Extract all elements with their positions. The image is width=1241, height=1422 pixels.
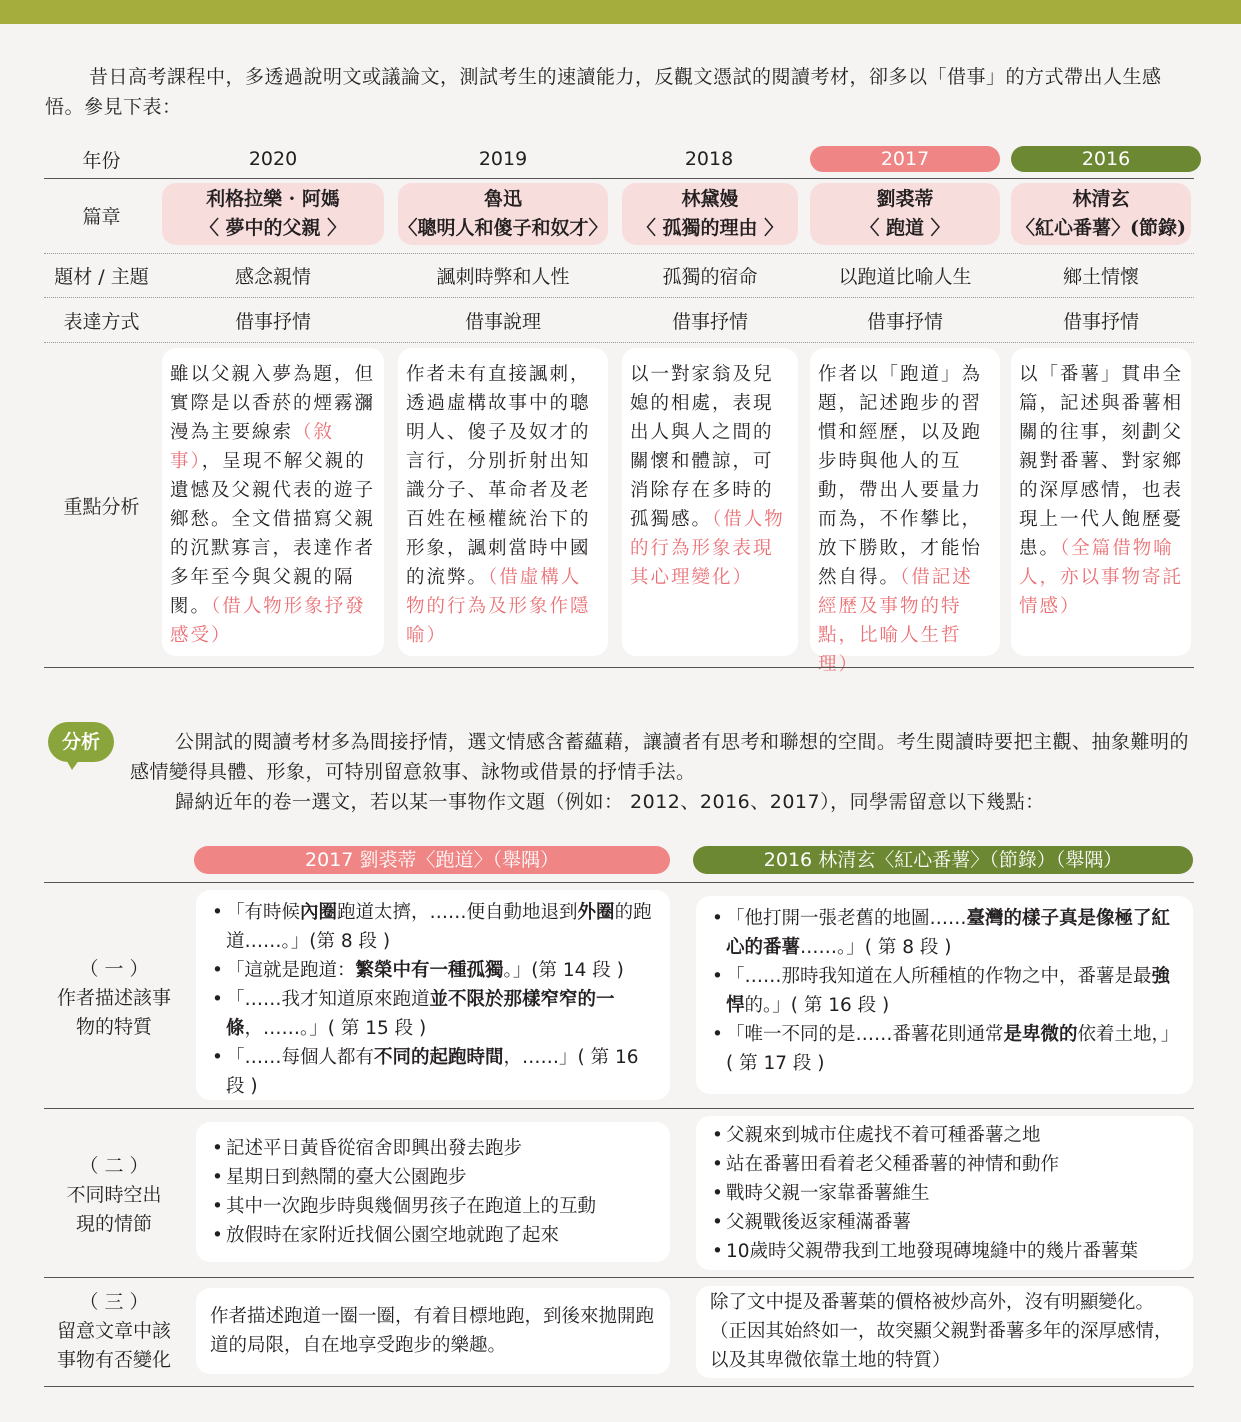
band-2016: 2016 林清玄〈紅心番薯〉（節錄）（舉隅） (693, 846, 1193, 874)
chapter-2018 (622, 183, 798, 245)
analysis-2017 (810, 348, 1000, 675)
list-item: • 「這就是跑道：繁榮中有一種孤獨。」(第 14 段 ) (210, 956, 656, 985)
analysis-note: （敘事） (170, 422, 335, 472)
row-number: （ 三 ） (79, 1291, 149, 1313)
title-2018: 〈 孤獨的理由 〉 (636, 217, 784, 239)
author-2016: 林清玄 (1072, 188, 1130, 210)
analysis-note: （借人物的行為形象表現其心理變化） (630, 509, 785, 588)
row-text: 作者描述該事物的特質 (56, 987, 171, 1038)
row-label-2 (44, 1152, 184, 1239)
title-2016: 〈紅心番薯〉(節錄) (1016, 217, 1186, 239)
theme-2019: 諷刺時弊和人性 (436, 266, 570, 288)
year-2017: 2017 (810, 146, 1000, 172)
analysis-note: （借記述經歷及事物的特點，比喻人生哲理） (818, 567, 973, 675)
list-item: • 放假時在家附近找個公園空地就跑了起來 (210, 1221, 656, 1250)
method-2016: 借事抒情 (1062, 311, 1139, 333)
trait-box-2017 (196, 890, 670, 1100)
year-2020: 2020 (248, 148, 298, 170)
analysis-note: （全篇借物喻人，亦以事物寄託情感） (1019, 538, 1184, 617)
chapter-2020 (162, 183, 384, 245)
analysis-text: 作者未有直接諷刺，透過虛構故事中的聰明人、傻子及奴才的言行，分別折射出知識分子、革命者及老百姓在極權統治下的形象，諷刺當時中國的流弊。 (406, 364, 591, 588)
chapter-2019 (398, 183, 608, 245)
list-item: • 「……每個人都有不同的起跑時間，……」( 第 16 段 ) (210, 1043, 656, 1101)
method-2017: 借事抒情 (866, 311, 943, 333)
badge-tail (64, 756, 82, 770)
list-item: • 「他打開一張老舊的地圖……臺灣的樣子真是像極了紅心的番薯……。」( 第 8 段 ) (710, 904, 1179, 962)
row-divider (44, 253, 1194, 254)
header-focus-label: 重點分析 (63, 496, 140, 518)
title-2019: 〈聰明人和傻子和奴才〉 (398, 217, 608, 239)
list-item: • 其中一次跑步時與幾個男孩子在跑道上的互動 (210, 1192, 656, 1221)
method-2019: 借事說理 (464, 311, 541, 333)
header-year-label: 年份 (82, 150, 121, 172)
table-divider (44, 178, 1194, 179)
row-number: （ 二 ） (79, 1155, 149, 1177)
header-chapter-label: 篇章 (82, 206, 121, 228)
list-item: • 父親來到城市住處找不着可種番薯之地 (710, 1121, 1179, 1150)
list-item: • 父親戰後返家種滿番薯 (710, 1208, 1179, 1237)
analysis-paragraph-1: 公開試的閱讀考材多為間接抒情，選文情感含蓄蘊藉，讓讀者有思考和聯想的空間。考生閱讀時要把主觀、抽象難明的感情變得具體、形象，可特別留意敘事、詠物或借景的抒情手法。 (130, 731, 1190, 783)
list-item: • 記述平日黃昏從宿舍即興出發去跑步 (210, 1134, 656, 1163)
year-2019: 2019 (478, 148, 528, 170)
top-color-bar (0, 0, 1241, 24)
author-2019: 魯迅 (483, 188, 522, 210)
section-bottom-rule (44, 1386, 1194, 1387)
author-2017: 劉裘蒂 (876, 188, 934, 210)
analysis-text: 雖以父親入夢為題，但實際是以香菸的煙霧瀰漫為主要線索 (170, 364, 376, 443)
analysis-text: ，呈現不解父親的遺憾及父親代表的遊子鄉愁。全文借描寫父親的沉默寡言，表達作者多年至今與父親的隔閡。 (170, 451, 376, 617)
analysis-2020 (162, 348, 384, 656)
chapter-2016 (1011, 183, 1191, 245)
header-method-label: 表達方式 (63, 311, 140, 333)
row-number: （ 一 ） (79, 958, 149, 980)
analysis-badge: 分析 (48, 722, 114, 762)
analysis-text: 以一對家翁及兒媳的相處，表現出人與人之間的關懷和體諒，可消除存在多時的孤獨感。 (630, 364, 774, 530)
method-2020: 借事抒情 (234, 311, 311, 333)
theme-2016: 鄉土情懷 (1062, 266, 1139, 288)
scene-box-2017 (196, 1122, 670, 1262)
title-2020: 〈 夢中的父親 〉 (199, 217, 347, 239)
list-item: • 「……那時我知道在人所種植的作物之中，番薯是最強悍的。」( 第 16 段 ) (710, 962, 1179, 1020)
method-2018: 借事抒情 (671, 311, 748, 333)
theme-2020: 感念親情 (234, 266, 311, 288)
title-2017: 〈 跑道 〉 (860, 217, 950, 239)
section-top-rule (44, 882, 1194, 883)
row-divider (44, 297, 1194, 298)
chapter-2017 (810, 183, 1000, 245)
band-2017: 2017 劉裘蒂〈跑道〉（舉隅） (194, 846, 670, 874)
change-box-2016: 除了文中提及番薯葉的價格被炒高外，沒有明顯變化。（正因其始終如一，故突顯父親對番薯多年的深厚感情，以及其卑微依靠土地的特質） (696, 1286, 1193, 1378)
change-box-2017: 作者描述跑道一圈一圈，有着目標地跑，到後來拋開跑道的局限，自在地享受跑步的樂趣。 (196, 1288, 670, 1374)
author-2018: 林黛嫚 (681, 188, 739, 210)
analysis-2018 (622, 348, 798, 656)
row-divider (44, 1277, 1194, 1278)
row-divider (44, 1108, 1194, 1109)
row-text: 留意文章中該事物有否變化 (56, 1320, 171, 1371)
scene-box-2016 (696, 1116, 1193, 1270)
row-label-1 (44, 955, 184, 1042)
list-item: • 「……我才知道原來跑道並不限於那樣窄窄的一條，……。」( 第 15 段 ) (210, 985, 656, 1043)
analysis-text: 作者以「跑道」為題，記述跑步的習慣和經歷，以及跑步時與他人的互動，帶出人要量力而為，不作攀比，放下勝敗，才能怡然自得。 (818, 364, 983, 588)
list-item: • 星期日到熱鬧的臺大公園跑步 (210, 1163, 656, 1192)
analysis-note: （借人物形象抒發感受） (170, 596, 366, 646)
analysis-text: 以「番薯」貫串全篇，記述與番薯相關的往事，刻劃父親對番薯、對家鄉的深厚感情，也表現上一代人飽歷憂患。 (1019, 364, 1184, 559)
theme-2018: 孤獨的宿命 (662, 266, 758, 288)
row-divider (44, 342, 1194, 343)
analysis-note: （借虛構人物的行為及形象作隱喻） (406, 567, 591, 646)
row-text: 不同時空出現的情節 (66, 1184, 162, 1235)
year-2016: 2016 (1011, 146, 1201, 172)
list-item: • 「有時候內圈跑道太擠，……便自動地退到外圈的跑道……。」(第 8 段 ) (210, 898, 656, 956)
row-label-3 (44, 1288, 184, 1375)
theme-2017: 以跑道比喻人生 (838, 266, 972, 288)
list-item: • 站在番薯田看着老父種番薯的神情和動作 (710, 1150, 1179, 1179)
trait-box-2016 (696, 896, 1193, 1094)
analysis-paragraph-2: 歸納近年的卷一選文，若以某一事物作文題（例如： 2012、2016、2017），同學需留意以下幾點： (175, 791, 1045, 813)
analysis-2016 (1011, 348, 1191, 656)
analysis-2019 (398, 348, 608, 656)
year-2018: 2018 (684, 148, 734, 170)
intro-paragraph: 昔日高考課程中，多透過說明文或議論文，測試考生的速讀能力，反觀文憑試的閱讀考材，卻多以「借事」的方式帶出人生感悟。參見下表： (45, 66, 1162, 118)
list-item: • 「唯一不同的是……番薯花則通常是卑微的依着土地，」( 第 17 段 ) (710, 1020, 1179, 1078)
table-bottom-rule (44, 667, 1194, 668)
header-theme-label: 題材 / 主題 (54, 266, 149, 288)
list-item: • 戰時父親一家靠番薯維生 (710, 1179, 1179, 1208)
list-item: • 10歲時父親帶我到工地發現磚塊縫中的幾片番薯葉 (710, 1237, 1179, 1266)
author-2020: 利格拉樂 · 阿媽 (206, 188, 340, 210)
